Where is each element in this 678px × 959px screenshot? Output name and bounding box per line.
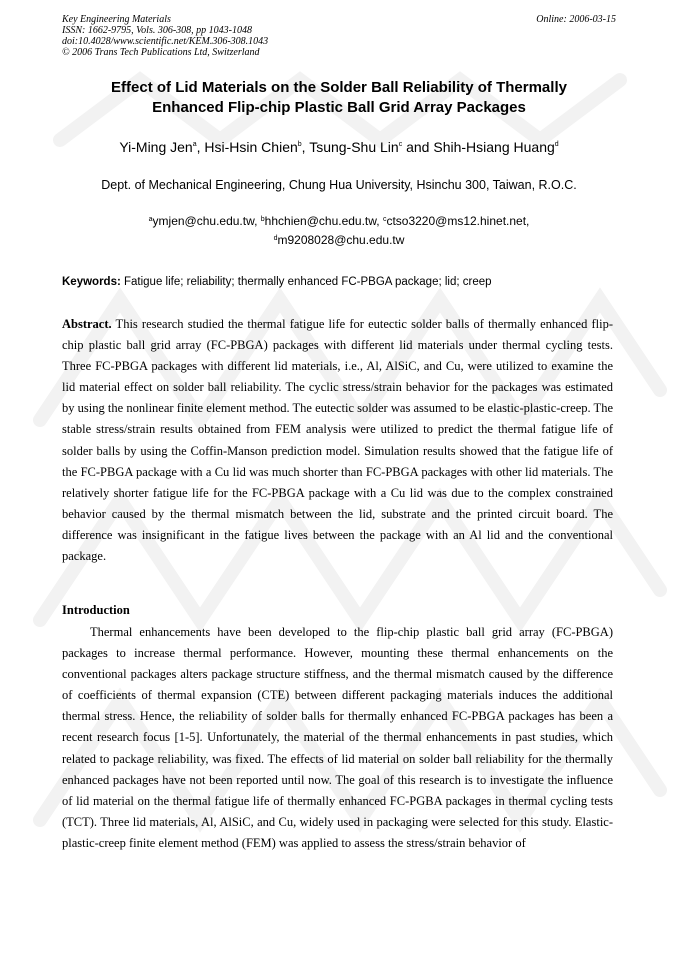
- author-name: Yi-Ming Jen: [119, 139, 193, 155]
- author-name: Tsung-Shu Lin: [309, 139, 399, 155]
- doi-line: doi:10.4028/www.scientific.net/KEM.306-308.1043: [62, 36, 269, 47]
- abstract: [62, 314, 613, 567]
- copyright-line: © 2006 Trans Tech Publications Ltd, Switzerland: [62, 47, 260, 58]
- email-line-1: [62, 212, 616, 231]
- author-emails: [62, 212, 616, 250]
- introduction-text: Thermal enhancements have been developed to the flip-chip plastic ball grid array (FC-PBGA) packages to increase thermal performance. However, mounting these thermal enhancements on the conventional packages alters package structure stiffness, and the thermal mismatch caused by the difference of coefficients of thermal expansion (CTE) between different packaging materials induces the additional thermal stress. Hence, the reliability of solder balls for thermally enhanced FC-PBGA packages has been a recent research focus [1-5]. Unfortunately, the material of the thermal enhancements in past studies, which related to package reliability, was fixed. The effects of lid material on solder ball reliability for the thermally enhanced packages have not been reported until now. The goal of this research is to investigate the influence of lid material on the thermal fatigue life of thermally enhanced FC-PGBA packages in thermal cycling tests (TCT). Three lid materials, Al, AlSiC, and Cu, widely used in packaging were selected for this study. Elastic-plastic-creep finite element method (FEM) was applied to assess the stress/strain behavior of: [62, 625, 613, 850]
- journal-name: Key Engineering Materials: [62, 14, 171, 25]
- email-link[interactable]: m9208028@chu.edu.tw: [277, 233, 405, 247]
- keywords: [62, 275, 616, 290]
- author-sup: c: [398, 141, 403, 148]
- author-sep: ,: [196, 139, 205, 155]
- title-line-2: Enhanced Flip-chip Plastic Ball Grid Array Packages: [152, 99, 526, 116]
- abstract-text: This research studied the thermal fatigue life for eutectic solder balls of thermally enhanced flip-chip plastic ball grid array (FC-PBGA) packages with different lid materials under thermal cycling tests. Three FC-PBGA packages with different lid materials, i.e., Al, AlSiC, and Cu, were utilized to examine the lid material effect on solder ball reliability. The cyclic stress/strain behavior for the packages was estimated by using the nonlinear finite element method. The eutectic solder was assumed to be elastic-plastic-creep. The stable stress/strain results obtained from FEM analysis were utilized to predict the thermal fatigue life of solder balls by using the Coffin-Manson prediction model. Simulation results showed that the fatigue life of the FC-PBGA package with a Cu lid was much shorter than FC-PBGA packages with other lid materials. The relatively shorter fatigue life for the FC-PBGA package with a Cu lid was due to the complex constrained behavior caused by the thermal mismatch between the lid, substrate and the printed circuit board. The difference was insignificant in the fatigue lives between the package with an Al lid and the conventional package.: [62, 317, 613, 564]
- author-sup: a: [192, 141, 197, 148]
- title-line-1: Effect of Lid Materials on the Solder Ball Reliability of Thermally: [111, 79, 567, 96]
- email-line-2: [62, 231, 616, 250]
- affiliation: Dept. of Mechanical Engineering, Chung Hua University, Hsinchu 300, Taiwan, R.O.C.: [101, 178, 577, 192]
- email-sup: c: [382, 216, 387, 223]
- email-sup: a: [148, 216, 153, 223]
- paper-title: [62, 78, 616, 118]
- author-name: Hsi-Hsin Chien: [204, 139, 298, 155]
- abstract-label: Abstract.: [62, 317, 112, 331]
- author-sep: ,: [301, 139, 310, 155]
- author-list: [62, 138, 616, 156]
- email-link[interactable]: ctso3220@ms12.hinet.net,: [386, 214, 530, 228]
- email-sup: d: [273, 235, 278, 242]
- author-sup: d: [554, 141, 559, 148]
- online-date: Online: 2006-03-15: [536, 14, 616, 25]
- keywords-label: Keywords:: [62, 276, 121, 288]
- author-name: Shih-Hsiang Huang: [433, 139, 555, 155]
- email-link[interactable]: hhchien@chu.edu.tw,: [264, 214, 383, 228]
- journal-header: [62, 14, 268, 58]
- author-sup: b: [297, 141, 302, 148]
- email-sup: b: [260, 216, 265, 223]
- keywords-text: Fatigue life; reliability; thermally enhanced FC-PBGA package; lid; creep: [120, 276, 492, 288]
- author-sep: and: [402, 139, 434, 155]
- issn-line: ISSN: 1662-9795, Vols. 306-308, pp 1043-1048: [62, 25, 252, 36]
- introduction-heading: Introduction: [62, 603, 130, 617]
- email-link[interactable]: ymjen@chu.edu.tw,: [152, 214, 261, 228]
